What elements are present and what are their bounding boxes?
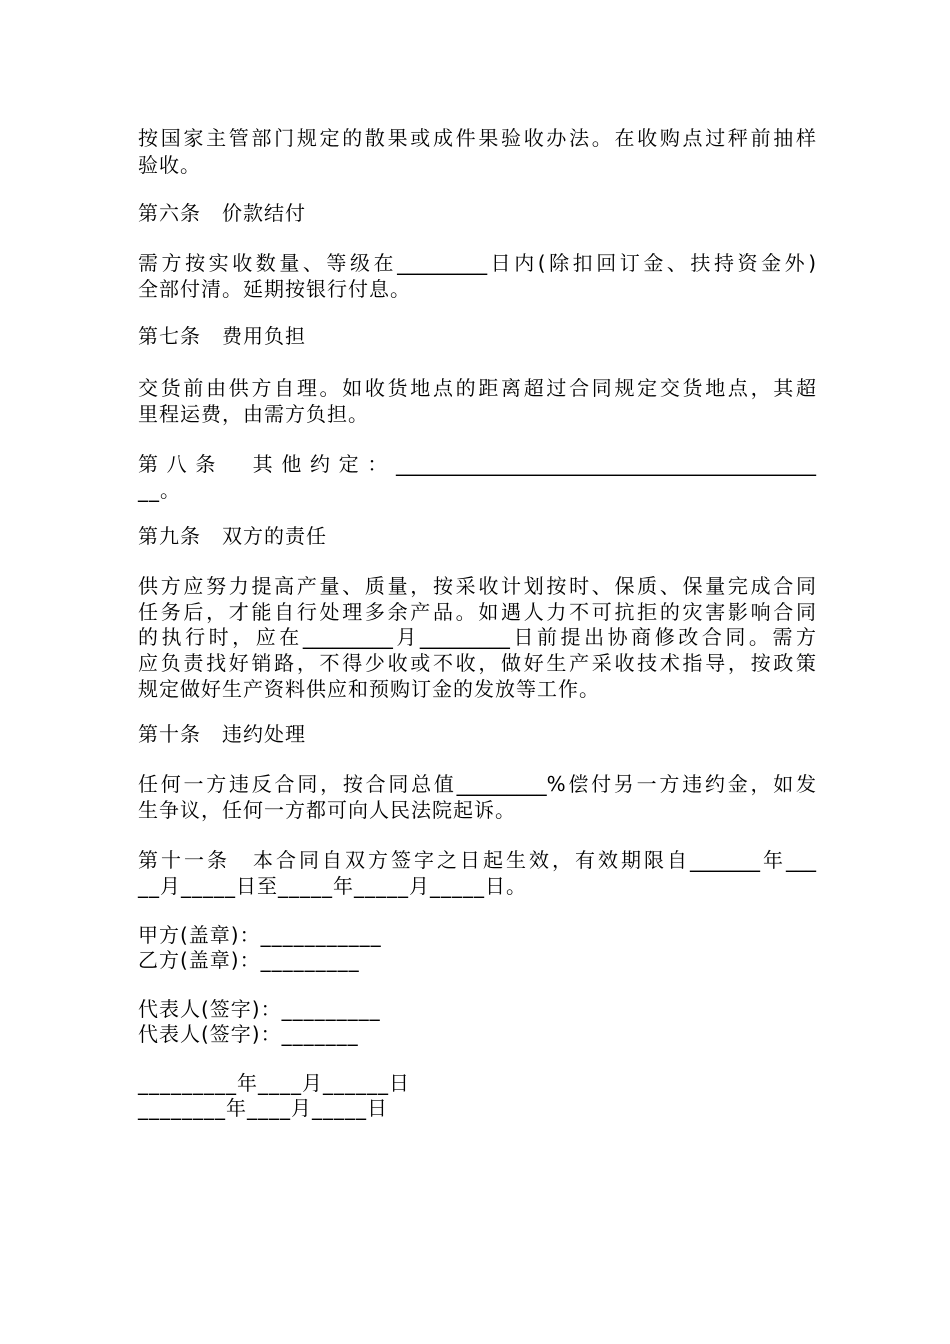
article-8-line-2: __。 <box>138 478 181 502</box>
article-6-heading: 第六条 价款结付 <box>138 201 306 225</box>
article-7-heading: 第七条 费用负担 <box>138 324 306 348</box>
cost-clause-line-2: 里程运费，由需方负担。 <box>138 402 369 426</box>
article-8-line-1: 第八条 其他约定：__________________________________________ <box>138 452 816 476</box>
responsibility-clause-line-4: 应负责找好销路，不得少收或不收，做好生产采收技术指导，按政策 <box>138 651 816 675</box>
representative-signature-line-2: 代表人(签字)：_______ <box>138 1022 359 1046</box>
payment-clause-line-1: 需方按实收数量、等级在_________日内(除扣回订金、扶持资金外) <box>138 251 816 275</box>
article-11-line-2: __月_____日至_____年_____月_____日。 <box>138 874 527 898</box>
acceptance-method-line-1: 按国家主管部门规定的散果或成件果验收办法。在收购点过秤前抽样 <box>138 126 816 150</box>
representative-signature-line-1: 代表人(签字)：_________ <box>138 997 381 1021</box>
article-11-line-1: 第十一条 本合同自双方签字之日起生效，有效期限自_______年___ <box>138 848 816 872</box>
article-9-heading: 第九条 双方的责任 <box>138 524 327 548</box>
cost-clause-line-1: 交货前由供方自理。如收货地点的距离超过合同规定交货地点，其超 <box>138 376 816 400</box>
party-b-seal-line: 乙方(盖章)：_________ <box>138 948 360 972</box>
acceptance-method-line-2: 验收。 <box>138 153 201 177</box>
payment-clause-line-2: 全部付清。延期按银行付息。 <box>138 277 411 301</box>
article-10-heading: 第十条 违约处理 <box>138 722 306 746</box>
party-a-seal-line: 甲方(盖章)：___________ <box>138 923 382 947</box>
date-line-1: _________年____月______日 <box>138 1071 410 1095</box>
breach-clause-line-2: 生争议，任何一方都可向人民法院起诉。 <box>138 798 516 822</box>
date-line-2: ________年____月_____日 <box>138 1096 388 1120</box>
breach-clause-line-1: 任何一方违反合同，按合同总值_________%偿付另一方违约金，如发 <box>138 772 816 796</box>
responsibility-clause-line-5: 规定做好生产资料供应和预购订金的发放等工作。 <box>138 677 600 701</box>
responsibility-clause-line-1: 供方应努力提高产量、质量，按采收计划按时、保质、保量完成合同 <box>138 574 816 598</box>
responsibility-clause-line-2: 任务后，才能自行处理多余产品。如遇人力不可抗拒的灾害影响合同 <box>138 600 816 624</box>
responsibility-clause-line-3: 的执行时，应在_________月_________日前提出协商修改合同。需方 <box>138 625 816 649</box>
